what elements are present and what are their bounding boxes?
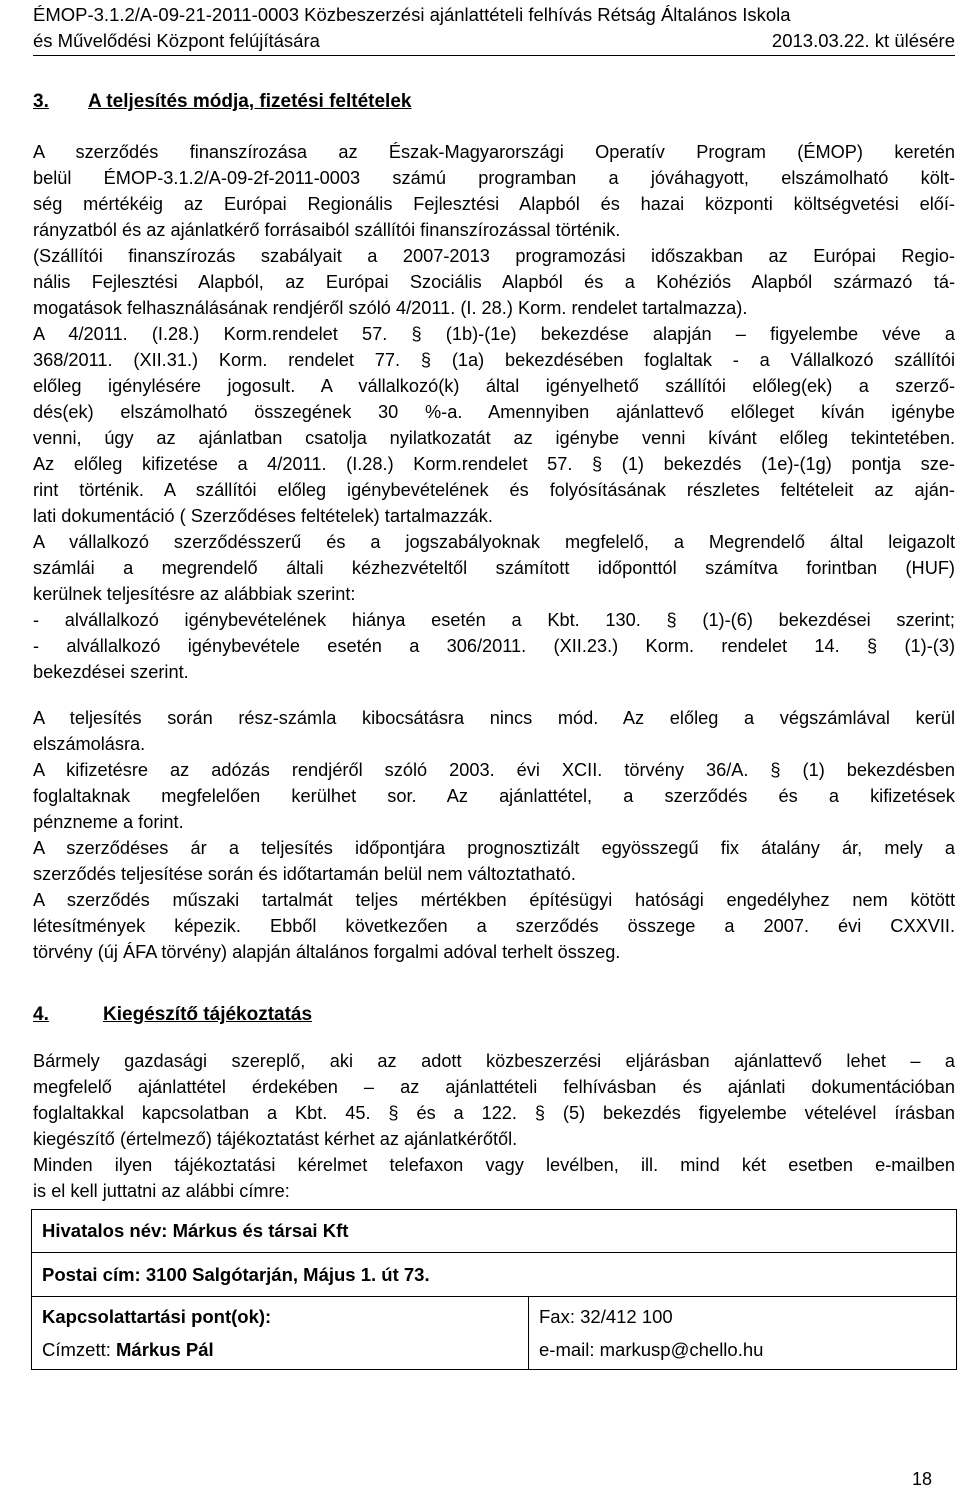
text-line: A szerződés finanszírozása az Észak-Magyarországi Operatív Program (ÉMOP) keretén (33, 142, 955, 162)
text-line: A 4/2011. (I.28.) Korm.rendelet 57. § (1b)-(1e) bekezdése alapján – figyelembe véve a (33, 324, 955, 344)
header-rule (33, 55, 955, 56)
section-3-body (33, 139, 955, 685)
fax-number: Fax: 32/412 100 (539, 1306, 673, 1327)
header-line-2-right: 2013.03.22. kt ülésére (771, 30, 955, 51)
text-line: törvény (új ÁFA törvény) alapján általános forgalmi adóval terhelt összeg. (33, 942, 621, 962)
section-4-title: Kiegészítő tájékoztatás (103, 1004, 313, 1025)
text-line: - alvállalkozó igénybevétele esetén a 306/2011. (XII.23.) Korm. rendelet 14. § (1)-(3) (33, 636, 955, 656)
text-line: kerülnek teljesítésre az alábbiak szerint: (33, 584, 356, 604)
section-4-number: 4. (33, 1004, 49, 1025)
text-line: megfelelő ajánlattétel érdekében – az ajánlattételi felhívásban és ajánlati dokumentációban (33, 1077, 955, 1097)
text-line: pénzneme a forint. (33, 812, 184, 832)
header-line-2-left: és Művelődési Központ felújítására (33, 30, 320, 51)
section-3-heading (33, 90, 411, 114)
text-line: rányzatból és az ajánlatkérő forrásaiból szállítói finanszírozással történik. (33, 220, 621, 240)
recipient-label: Címzett: (42, 1339, 117, 1360)
text-line: A teljesítés során rész-számla kibocsátásra nincs mód. Az előleg a végszámlával kerül (33, 708, 955, 728)
text-line: (Szállítói finanszírozás szabályait a 2007-2013 programozási időszakban az Európai Regio- (33, 246, 955, 266)
text-line: A kifizetésre az adózás rendjéről szóló 2003. évi XCII. törvény 36/A. § (1) bekezdésben (33, 760, 955, 780)
email-address: e-mail: markusp@chello.hu (539, 1339, 764, 1360)
text-line: A szerződéses ár a teljesítés időpontjára prognosztizált egyösszegű fix átalány ár, mely a (33, 838, 955, 858)
text-line: Minden ilyen tájékoztatási kérelmet telefaxon vagy levélben, ill. mind két esetben e-mailben (33, 1155, 955, 1175)
page-number: 18 (911, 1469, 932, 1489)
section-3-number: 3. (33, 91, 49, 112)
official-name-cell: Hivatalos név: Márkus és társai Kft (32, 1210, 957, 1253)
text-line: A vállalkozó szerződésszerű és a jogszabályoknak megfelelő, a Megrendelő által leigazolt (33, 532, 955, 552)
text-line: is el kell juttatni az alábbi címre: (33, 1181, 290, 1201)
text-line: rint történik. A szállítói előleg igénybevételének és folyósításának részletes feltételeit az aján- (33, 480, 955, 500)
contact-point-cell (32, 1297, 529, 1370)
text-line: - alvállalkozó igénybevételének hiánya esetén a Kbt. 130. § (1)-(6) bekezdései szerint; (33, 610, 955, 630)
text-line: nális Fejlesztési Alapból, az Európai Szociális Alapból és a Kohéziós Alapból származó tá- (33, 272, 955, 292)
text-line: elszámolásra. (33, 734, 146, 754)
header-line-1: ÉMOP-3.1.2/A-09-21-2011-0003 Közbeszerzési ajánlattételi felhívás Rétság Általános Iskola (33, 4, 791, 25)
text-line: dés(ek) elszámolható összegének 30 %-a. Amennyiben ajánlattevő előleget kíván igénybe (33, 402, 955, 422)
text-line: venni, úgy az ajánlatban csatolja nyilatkozatát az igénybe venni kívánt előleg tekintetében. (33, 428, 955, 448)
text-line: számlái a megrendelő általi kézhezvételtől számított időponttól számítva forintban (HUF) (33, 558, 955, 578)
postal-address-cell: Postai cím: 3100 Salgótarján, Május 1. út 73. (32, 1253, 957, 1297)
text-line: belül ÉMOP-3.1.2/A-09-2f-2011-0003 számú programban a jóváhagyott, elszámolható költ- (33, 168, 955, 188)
fax-email-cell (529, 1297, 957, 1370)
contact-table (31, 1209, 957, 1370)
text-line: létesítmények képezik. Ebből következően a szerződés összege a 2007. évi CXXVII. (33, 916, 955, 936)
page-header (33, 2, 955, 54)
recipient-line (42, 1333, 518, 1366)
text-line: előleg igénylésére jogosult. A vállalkozó(k) által igényelhető szállítói előleg(ek) a szerző- (33, 376, 955, 396)
section-3-body-2 (33, 705, 955, 965)
section-3-title: A teljesítés módja, fizetési feltételek (88, 91, 412, 112)
text-line: foglaltakkal kapcsolatban a Kbt. 45. § és a 122. § (5) bekezdés figyelembe vételével írásban (33, 1103, 955, 1123)
text-line: lati dokumentáció ( Szerződéses feltételek) tartalmazzák. (33, 506, 493, 526)
text-line: kiegészítő (értelmező) tájékoztatást kérhet az ajánlatkérőtől. (33, 1129, 518, 1149)
contact-point-label: Kapcsolattartási pont(ok): (42, 1306, 272, 1327)
section-4-body (33, 1048, 955, 1204)
text-line: ség mértékéig az Európai Regionális Fejlesztési Alapból és hazai központi költségvetési előí- (33, 194, 955, 214)
text-line: A szerződés műszaki tartalmát teljes mértékben építésügyi hatósági engedélyhez nem kötött (33, 890, 955, 910)
text-line: Az előleg kifizetése a 4/2011. (I.28.) Korm.rendelet 57. § (1) bekezdés (1e)-(1g) pontja sze- (33, 454, 955, 474)
text-line: 368/2011. (XII.31.) Korm. rendelet 77. § (1a) bekezdésében foglaltak - a Vállalkozó szállítói (33, 350, 955, 370)
text-line: bekezdései szerint. (33, 662, 189, 682)
text-line: foglaltaknak megfelelően kerülhet sor. Az ajánlattétel, a szerződés és a kifizetések (33, 786, 955, 806)
text-line: Bármely gazdasági szereplő, aki az adott közbeszerzési eljárásban ajánlattevő lehet – a (33, 1051, 955, 1071)
recipient-name: Márkus Pál (116, 1339, 214, 1360)
text-line: szerződés teljesítése során és időtartamán belül nem változtatható. (33, 864, 576, 884)
section-4-heading (33, 1003, 312, 1027)
text-line: mogatások felhasználásának rendjéről szóló 4/2011. (I. 28.) Korm. rendelet tartalmazza). (33, 298, 748, 318)
